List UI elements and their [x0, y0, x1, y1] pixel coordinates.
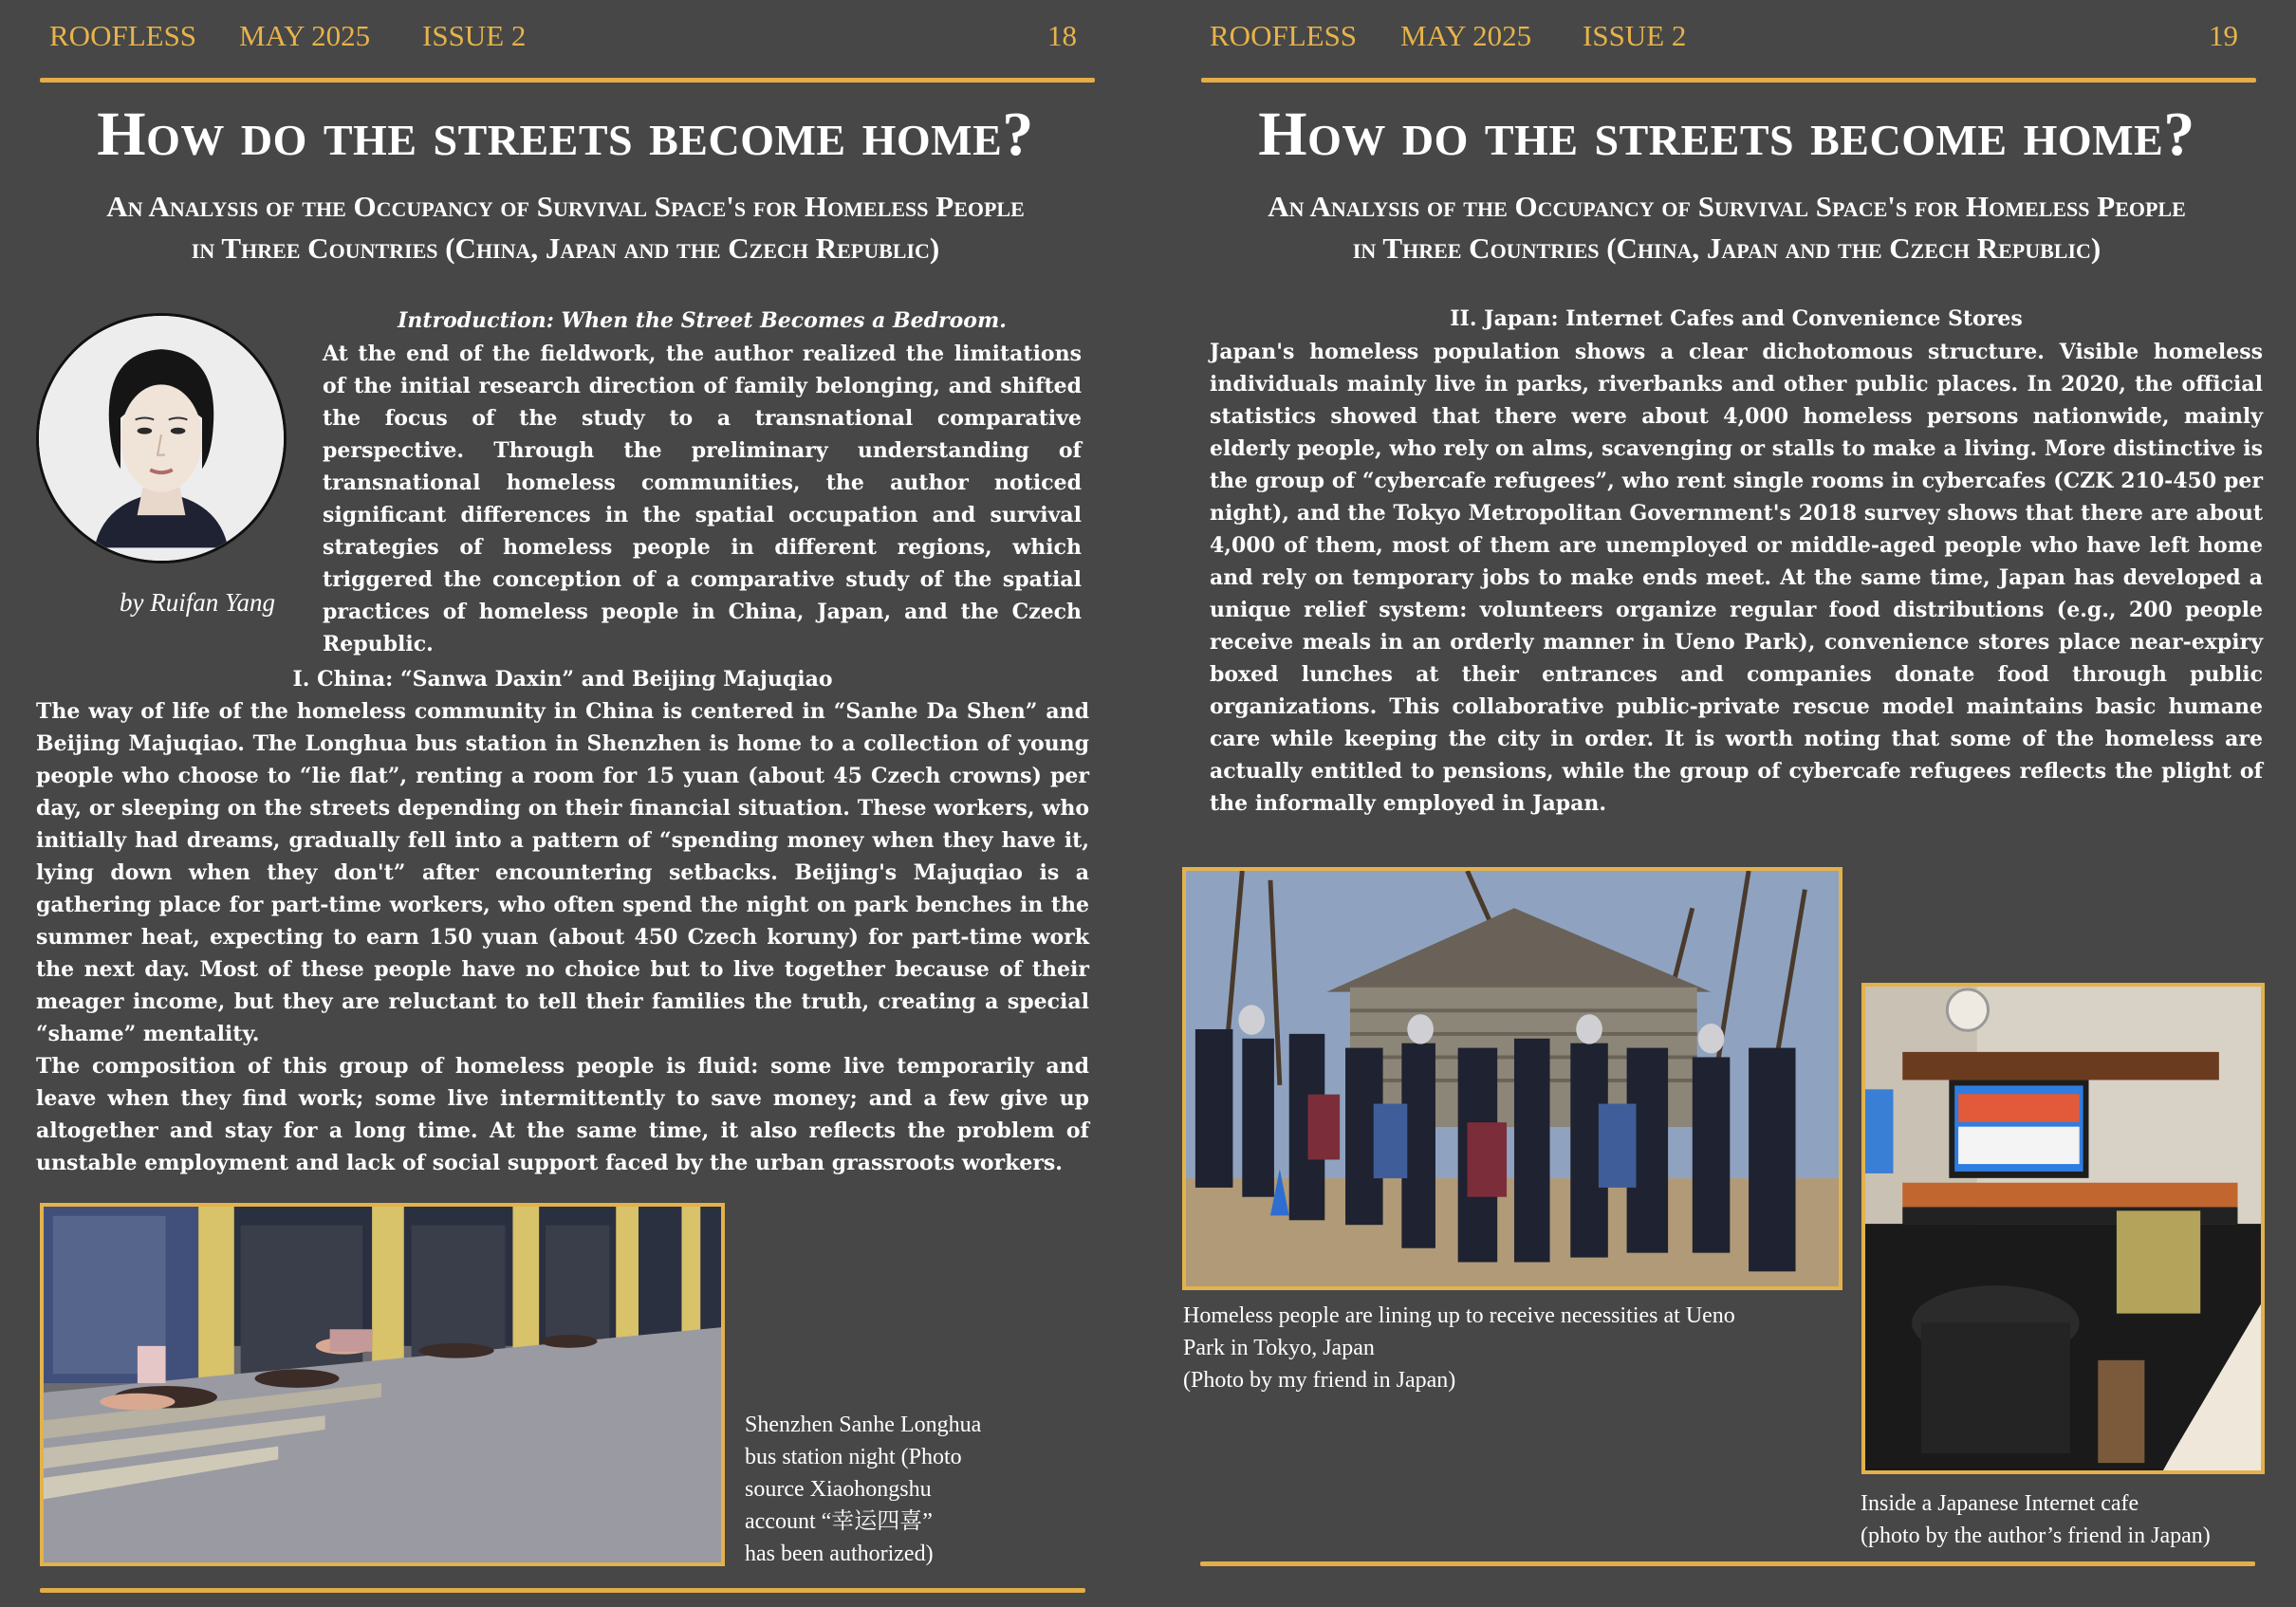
byline: by Ruifan Yang	[120, 588, 276, 617]
footer-rule	[1200, 1561, 2255, 1566]
shenzhen-bus-station-photo	[40, 1203, 725, 1566]
header-magazine-name: ROOFLESS	[1210, 19, 1358, 52]
intro-text: At the end of the fieldwork, the author realized the limitations of the initial research direction of family belonging, and shifted the focus of the study to a transnational comparative perspective. Through the preliminary understanding of transnational homeless communities, the author noticed significant differences in the spatial occupation and survival strategies of homeless people in different regions, which triggered the conception of a comparative study of the spatial practices of homeless people in China, Japan, and the Czech Republic.	[323, 342, 1082, 656]
ueno-photo-caption	[1183, 1300, 1847, 1396]
header-date: MAY 2025	[1400, 19, 1532, 52]
header-magazine-name: ROOFLESS	[49, 19, 197, 52]
author-portrait	[36, 313, 287, 563]
section1-paragraph-2: The composition of this group of homeless people is fluid: some live temporarily and leave when they find work; some live intermittently to save money; and a few give up altogether and stay for a long time. At the same time, it also reflects the problem of unstable employment and lack of social support faced by the urban grassroots workers.	[36, 1054, 1089, 1175]
ueno-park-photo	[1182, 867, 1842, 1290]
header-rule	[1201, 78, 2256, 83]
shenzhen-photo-caption	[745, 1409, 1067, 1570]
caption-line: Homeless people are lining up to receive necessities at Ueno	[1183, 1303, 1735, 1328]
footer-rule	[40, 1588, 1085, 1593]
caption-line: (photo by the author’s friend in Japan)	[1861, 1524, 2211, 1548]
article-title: How do the streets become home?	[1258, 100, 2195, 169]
article-subtitle	[1199, 186, 2254, 269]
article-title: How do the streets become home?	[97, 100, 1034, 169]
subtitle-line: in Three Countries (China, Japan and the Czech Republic)	[1352, 231, 2102, 265]
caption-line: bus station night (Photo	[745, 1445, 962, 1469]
subtitle-line: in Three Countries (China, Japan and the Czech Republic)	[191, 231, 940, 265]
caption-line: Inside a Japanese Internet cafe	[1861, 1491, 2139, 1516]
intro-heading: Introduction: When the Street Becomes a Bedroom.	[398, 308, 1007, 333]
page-number: 18	[1047, 19, 1077, 52]
caption-line: Park in Tokyo, Japan	[1183, 1336, 1375, 1360]
article-subtitle	[38, 186, 1093, 269]
header-rule	[40, 78, 1095, 83]
subtitle-line: An Analysis of the Occupancy of Survival Space's for Homeless People	[106, 190, 1025, 223]
cafe-photo-caption	[1861, 1487, 2278, 1552]
caption-line: Shenzhen Sanhe Longhua	[745, 1413, 982, 1437]
section2-text: Japan's homeless population shows a clear dichotomous structure. Visible homeless individuals mainly live in parks, riverbanks and other public places. In 2020, the official statistics showed that there were about 4,000 homeless persons nationwide, mainly elderly people, who rely on alms, scavenging or stalls to make a living. More distinctive is the group of “cybercafe refugees”, who rent single rooms in cybercafes (CZK 210-450 per night), and the Tokyo Metropolitan Government's 2018 survey shows that there are about 4,000 of them, most of them are unemployed or middle-aged people who have left home and rely on temporary jobs to make ends meet. At the same time, Japan has developed a unique relief system: volunteers organize regular food distributions (e.g., 200 people receive meals in an orderly manner in Ueno Park), convenience stores place near-expiry boxed lunches at their entrances and companies donate food through public organizations. This collaborative public-private rescue model maintains basic humane care while keeping the city in order. It is worth noting that some of the homeless are actually entitled to pensions, while the group of cybercafe refugees reflects the plight of the informally employed in Japan.	[1210, 340, 2263, 816]
subtitle-line: An Analysis of the Occupancy of Survival Space's for Homeless People	[1268, 190, 2186, 223]
section1-heading: I. China: “Sanwa Daxin” and Beijing Majuqiao	[292, 667, 833, 692]
author-portrait-image	[39, 316, 284, 561]
header-issue: ISSUE 2	[1583, 19, 1687, 52]
caption-line: (Photo by my friend in Japan)	[1183, 1368, 1456, 1393]
section2-heading: II. Japan: Internet Cafes and Convenience Stores	[1450, 306, 2023, 331]
internet-cafe-photo	[1861, 983, 2265, 1474]
caption-line: account “幸运四喜”	[745, 1509, 933, 1534]
caption-line: source Xiaohongshu	[745, 1477, 932, 1502]
caption-line: has been authorized)	[745, 1542, 934, 1566]
section1-paragraph-1: The way of life of the homeless community in China is centered in “Sanhe Da Shen” and Beijing Majuqiao. The Longhua bus station in Shenzhen is home to a collection of young people who choose to “lie flat”, renting a room for 15 yuan (about 45 Czech crowns) per day, or sleeping on the streets depending on their financial situation. These workers, who initially had dreams, gradually fell into a pattern of “spending money when they have it, lying down when they don't” after encountering setbacks. Beijing's Majuqiao is a gathering place for part-time workers, who often spend the night on park benches in the summer heat, expecting to earn 150 yuan (about 450 Czech koruny) for part-time work the next day. Most of these people have no choice but to live together because of their meager income, but they are reluctant to tell their families the truth, creating a special “shame” mentality.	[36, 699, 1089, 1046]
page-number: 19	[2209, 19, 2238, 52]
header-issue: ISSUE 2	[422, 19, 527, 52]
header-date: MAY 2025	[239, 19, 371, 52]
